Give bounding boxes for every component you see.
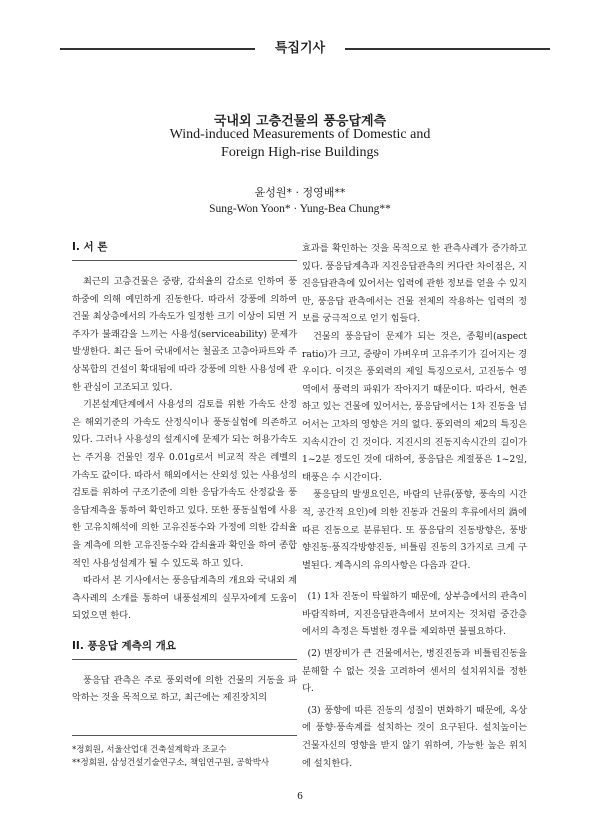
right-paragraph-3: 풍응답의 발생요인은, 바람의 난류(풍향, 풍속의 시간적, 공간적 요인)에 의한 진동과 건물의 후류에서의 渦에 따른 진동으로 분류된다. 또 풍응답의 진동방향은, 풍방향진동·풍직각방향진동, 비틀림 진동의 3가지로 크게 구별된다. 계측시의 유의사항은 다음과 같다. <box>302 489 527 571</box>
right-paragraph-1: 효과를 확인하는 것을 목적으로 한 관측사례가 증가하고 있다. 풍응답계측과 지진응답관측의 커다란 차이점은, 지진응답관측에 있어서는 입력에 관한 정보를 얻을 수 있지만, 풍응답 관측에서는 건물 전체의 작용하는 입력의 정보를 궁극적으로 얻기 힘들다. <box>302 243 527 325</box>
page-number: 6 <box>297 790 303 802</box>
intro-paragraph-2: 기본설계단계에서 사용성의 검토를 위한 가속도 산정은 해외기준의 가속도 산정식이나 풍동실험에 의존하고 있다. 그러나 사용성의 설계시에 문제가 되는 허용가속도는 주거용 건물인 경우 0.01g로서 비교적 작은 레벨의 가속도 값이다. 따라서 해외에서는 산외성 있는 사용성의 검토를 위하여 구조기준에 의한 응답가속도 산정값을 풍응답계측을 통하여 확인하고 있다. 또한 풍동실험에 사용한 고유치해석에 의한 고유진동수와 가정에 의한 감쇠율을 계측에 의한 고유진동수와 감쇠율과 확인을 하여 종합적인 사용성설계가 될 수 있도록 하고 있다. <box>72 399 297 569</box>
intro-paragraph-3: 따라서 본 기사에서는 풍응답계측의 개요와 국내외 계측사례의 소개를 통하여 내풍설계의 실무자에게 도움이 되었으면 한다. <box>72 575 297 622</box>
footnote-2: **정회원, 삼성건설기술연구소, 책임연구원, 공학박사 <box>72 758 270 768</box>
list-item-2: (2) 변장비가 큰 건물에서는, 병진진동과 비틀림진동을 분해할 수 없는 것을 고려하여 센서의 설치위치를 정한다. <box>302 648 527 695</box>
intro-paragraph-1: 최근의 고층건물은 중량, 감쇠율의 감소로 인하여 풍하중에 의해 예민하게 진동한다. 따라서 강풍에 의하여 건물 최상층에서의 가속도가 일정한 크기 이상이 되면 거주자가 불쾌감을 느끼는 사용성(serviceability) 문제가 발생한다. 최근 들어 국내에서는 철골조 고층아파트와 주상복합의 건설이 확대됨에 따라 강풍에 의한 사용성에 관한 관심이 고조되고 있다. <box>72 276 297 393</box>
title-english-line-1: Wind-induced Measurements of Domestic and <box>169 127 431 142</box>
title-english <box>0 126 600 162</box>
list-item-1: (1) 1차 진동이 탁월하기 때문에, 상부층에서의 관측이 바람직하며, 지진응답관측에서 보여지는 것처럼 중간층에서의 측정은 특별한 경우를 제외하면 불필요하다. <box>302 591 527 638</box>
footnotes <box>72 735 297 770</box>
list-item-3: (3) 풍향에 따른 진동의 성질이 변화하기 때문에, 옥상에 풍향·풍속계를 설치하는 것이 요구된다. 설치높이는 건물자신의 영향을 받지 않기 위하여, 가능한 높은 위치에 설치한다. <box>302 704 527 769</box>
left-column <box>72 240 297 707</box>
authors-korean: 윤성원* · 정영배** <box>254 186 346 199</box>
overview-paragraph-1: 풍응답 관측은 주로 풍외력에 의한 건물의 거동을 파악하는 것을 목적으로 하고, 최근에는 제진장치의 <box>72 674 297 704</box>
section-heading-overview: II. 풍응답 계측의 개요 <box>72 639 297 660</box>
list-gap <box>302 574 527 584</box>
authors-english: Sung-Won Yoon* · Yung-Bea Chung** <box>209 203 391 215</box>
footnote-1: *정회원, 서울산업대 건축설계학과 조교수 <box>72 745 227 755</box>
title-korean: 국내외 고층건물의 풍응답계측 <box>213 114 387 129</box>
section-tag: 특집기사 <box>255 40 345 58</box>
section-heading-intro: I. 서 론 <box>72 240 297 261</box>
right-paragraph-2: 건물의 풍응답이 문제가 되는 것은, 종횡비(aspect ratio)가 크고, 중량이 가벼우며 고유주기가 길어지는 경우이다. 이것은 풍외력의 제일 특징으로서, 고진동수 영역에서 풍력의 파워가 작아지기 때문이다. 따라서, 현존하고 있는 건물에 있어서는, 풍응답에서는 1차 진동을 넘어서는 고차의 영향은 거의 없다. 풍외력의 제2의 특징은 지속시간이 긴 것이다. 지진시의 진동지속시간의 길이가 1~2분 정도인 것에 대하여, 풍응답은 계절풍은 1~2일, 태풍은 수 시간이다. <box>302 330 527 483</box>
right-column <box>302 240 527 772</box>
title-english-line-2: Foreign High-rise Buildings <box>221 145 379 160</box>
